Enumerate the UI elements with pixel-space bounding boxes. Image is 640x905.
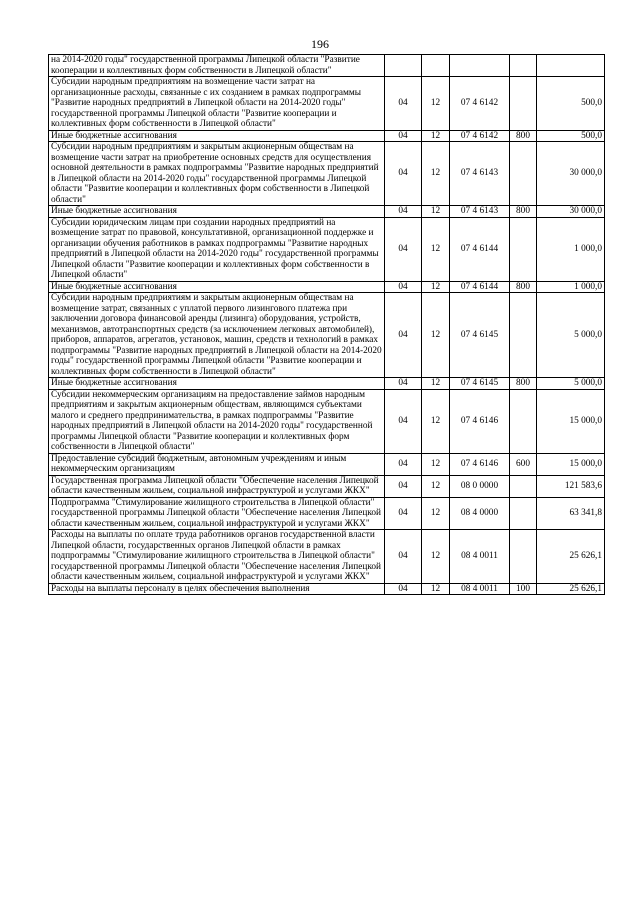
amount-cell: 121 583,6 <box>537 475 605 497</box>
expense-name-cell: Расходы на выплаты персоналу в целях обеспечения выполнения <box>49 583 385 595</box>
amount-cell: 15 000,0 <box>537 389 605 453</box>
amount-cell <box>537 55 605 77</box>
table-row <box>49 530 605 584</box>
table-row <box>49 206 605 218</box>
table-row <box>49 453 605 475</box>
subsection-code-cell <box>422 55 450 77</box>
expense-name-cell: Расходы на выплаты по оплате труда работников органов государственной власти Липецкой области, государственных органов Липецкой области в рамках подпрограммы "Стимулирование жилищного строительства в Липецкой области" государственной программы Липецкой области "Обеспечение населения Липецкой области качественным жильем, социальной инфраструктурой и услугами ЖКХ" <box>49 530 385 584</box>
subsection-code-cell: 12 <box>422 378 450 390</box>
budget-table <box>48 54 605 595</box>
amount-cell: 63 341,8 <box>537 497 605 530</box>
expense-type-cell <box>510 530 537 584</box>
target-article-cell: 07 4 6143 <box>450 142 510 206</box>
amount-cell: 5 000,0 <box>537 378 605 390</box>
subsection-code-cell: 12 <box>422 77 450 131</box>
target-article-cell: 07 4 6146 <box>450 453 510 475</box>
subsection-code-cell: 12 <box>422 530 450 584</box>
table-row <box>49 497 605 530</box>
section-code-cell <box>385 55 422 77</box>
expense-type-cell: 800 <box>510 130 537 142</box>
expense-type-cell: 800 <box>510 378 537 390</box>
section-code-cell: 04 <box>385 497 422 530</box>
expense-name-cell: Государственная программа Липецкой области "Обеспечение населения Липецкой области качественным жильем, социальной инфраструктурой и услугами ЖКХ" <box>49 475 385 497</box>
amount-cell: 25 626,1 <box>537 530 605 584</box>
section-code-cell: 04 <box>385 281 422 293</box>
expense-type-cell <box>510 389 537 453</box>
section-code-cell: 04 <box>385 475 422 497</box>
target-article-cell: 07 4 6144 <box>450 281 510 293</box>
section-code-cell: 04 <box>385 206 422 218</box>
target-article-cell: 08 0 0000 <box>450 475 510 497</box>
amount-cell: 500,0 <box>537 130 605 142</box>
table-row <box>49 217 605 281</box>
expense-type-cell: 600 <box>510 453 537 475</box>
section-code-cell: 04 <box>385 453 422 475</box>
expense-name-cell: на 2014-2020 годы" государственной программы Липецкой области "Развитие кооперации и коллективных форм собственности в Липецкой области" <box>49 55 385 77</box>
expense-type-cell <box>510 475 537 497</box>
section-code-cell: 04 <box>385 77 422 131</box>
subsection-code-cell: 12 <box>422 497 450 530</box>
expense-type-cell: 800 <box>510 281 537 293</box>
table-row <box>49 583 605 595</box>
target-article-cell: 07 4 6144 <box>450 217 510 281</box>
section-code-cell: 04 <box>385 530 422 584</box>
subsection-code-cell: 12 <box>422 142 450 206</box>
target-article-cell: 07 4 6143 <box>450 206 510 218</box>
expense-name-cell: Субсидии некоммерческим организациям на предоставление займов народным предприятиям и закрытым акционерным обществам, являющимся субъектами малого и среднего предпринимательства, в рамках подпрограммы "Развитие народных предприятий в Липецкой области на 2014-2020 годы" государственной программы Липецкой области "Развитие кооперации и коллективных форм собственности в Липецкой области" <box>49 389 385 453</box>
section-code-cell: 04 <box>385 583 422 595</box>
table-row <box>49 55 605 77</box>
expense-name-cell: Субсидии юридическим лицам при создании народных предприятий на возмещение затрат по правовой, консультативной, организационной поддержке и организации обучения работников в рамках подпрограммы "Развитие народных предприятий в Липецкой области на 2014-2020 годы" государственной программы Липецкой области "Развитие кооперации и коллективных форм собственности в Липецкой области" <box>49 217 385 281</box>
table-row <box>49 77 605 131</box>
subsection-code-cell: 12 <box>422 206 450 218</box>
amount-cell: 30 000,0 <box>537 206 605 218</box>
section-code-cell: 04 <box>385 142 422 206</box>
subsection-code-cell: 12 <box>422 217 450 281</box>
table-row <box>49 475 605 497</box>
section-code-cell: 04 <box>385 217 422 281</box>
table-row <box>49 378 605 390</box>
target-article-cell: 07 4 6142 <box>450 77 510 131</box>
section-code-cell: 04 <box>385 293 422 378</box>
subsection-code-cell: 12 <box>422 293 450 378</box>
expense-name-cell: Субсидии народным предприятиям и закрытым акционерным обществам на возмещение затрат, связанных с уплатой первого лизингового платежа при заключении договора финансовой аренды (лизинга) оборудования, устройств, механизмов, автотранспортных средств (за исключением легковых автомобилей), приборов, аппаратов, агрегатов, установок, машин, средств и технологий в рамках подпрограммы "Развитие народных предприятий в Липецкой области на 2014-2020 годы" государственной программы Липецкой области "Развитие кооперации и коллективных форм собственности в Липецкой области" <box>49 293 385 378</box>
target-article-cell <box>450 55 510 77</box>
amount-cell: 500,0 <box>537 77 605 131</box>
subsection-code-cell: 12 <box>422 453 450 475</box>
target-article-cell: 07 4 6142 <box>450 130 510 142</box>
target-article-cell: 07 4 6145 <box>450 378 510 390</box>
amount-cell: 1 000,0 <box>537 281 605 293</box>
subsection-code-cell: 12 <box>422 583 450 595</box>
expense-type-cell: 100 <box>510 583 537 595</box>
subsection-code-cell: 12 <box>422 281 450 293</box>
target-article-cell: 08 4 0011 <box>450 530 510 584</box>
expense-name-cell: Иные бюджетные ассигнования <box>49 206 385 218</box>
expense-name-cell: Субсидии народным предприятиям и закрытым акционерным обществам на возмещение части затрат на приобретение основных средств для осуществления основной деятельности в рамках подпрограммы "Развитие народных предприятий в Липецкой области на 2014-2020 годы" государственной программы Липецкой области "Развитие кооперации и коллективных форм собственности в Липецкой области" <box>49 142 385 206</box>
page-number: 196 <box>311 37 329 51</box>
subsection-code-cell: 12 <box>422 475 450 497</box>
target-article-cell: 07 4 6146 <box>450 389 510 453</box>
expense-name-cell: Иные бюджетные ассигнования <box>49 130 385 142</box>
amount-cell: 15 000,0 <box>537 453 605 475</box>
table-row <box>49 130 605 142</box>
target-article-cell: 08 4 0011 <box>450 583 510 595</box>
subsection-code-cell: 12 <box>422 389 450 453</box>
target-article-cell: 07 4 6145 <box>450 293 510 378</box>
expense-name-cell: Предоставление субсидий бюджетным, автономным учреждениям и иным некоммерческим организациям <box>49 453 385 475</box>
section-code-cell: 04 <box>385 389 422 453</box>
table-row <box>49 142 605 206</box>
subsection-code-cell: 12 <box>422 130 450 142</box>
section-code-cell: 04 <box>385 378 422 390</box>
budget-table-body <box>49 55 605 595</box>
section-code-cell: 04 <box>385 130 422 142</box>
table-row <box>49 293 605 378</box>
expense-type-cell <box>510 217 537 281</box>
expense-name-cell: Иные бюджетные ассигнования <box>49 378 385 390</box>
expense-name-cell: Субсидии народным предприятиям на возмещение части затрат на организационные расходы, связанные с их созданием в рамках подпрограммы "Развитие народных предприятий в Липецкой области на 2014-2020 годы" государственной программы Липецкой области "Развитие кооперации и коллективных форм собственности в Липецкой области" <box>49 77 385 131</box>
amount-cell: 25 626,1 <box>537 583 605 595</box>
expense-type-cell <box>510 142 537 206</box>
amount-cell: 30 000,0 <box>537 142 605 206</box>
expense-type-cell <box>510 77 537 131</box>
table-row <box>49 389 605 453</box>
expense-type-cell <box>510 497 537 530</box>
amount-cell: 5 000,0 <box>537 293 605 378</box>
expense-name-cell: Иные бюджетные ассигнования <box>49 281 385 293</box>
amount-cell: 1 000,0 <box>537 217 605 281</box>
expense-name-cell: Подпрограмма "Стимулирование жилищного строительства в Липецкой области" государственной программы Липецкой области "Обеспечение населения Липецкой области качественным жильем, социальной инфраструктурой и услугами ЖКХ" <box>49 497 385 530</box>
expense-type-cell: 800 <box>510 206 537 218</box>
target-article-cell: 08 4 0000 <box>450 497 510 530</box>
expense-type-cell <box>510 55 537 77</box>
expense-type-cell <box>510 293 537 378</box>
table-row <box>49 281 605 293</box>
